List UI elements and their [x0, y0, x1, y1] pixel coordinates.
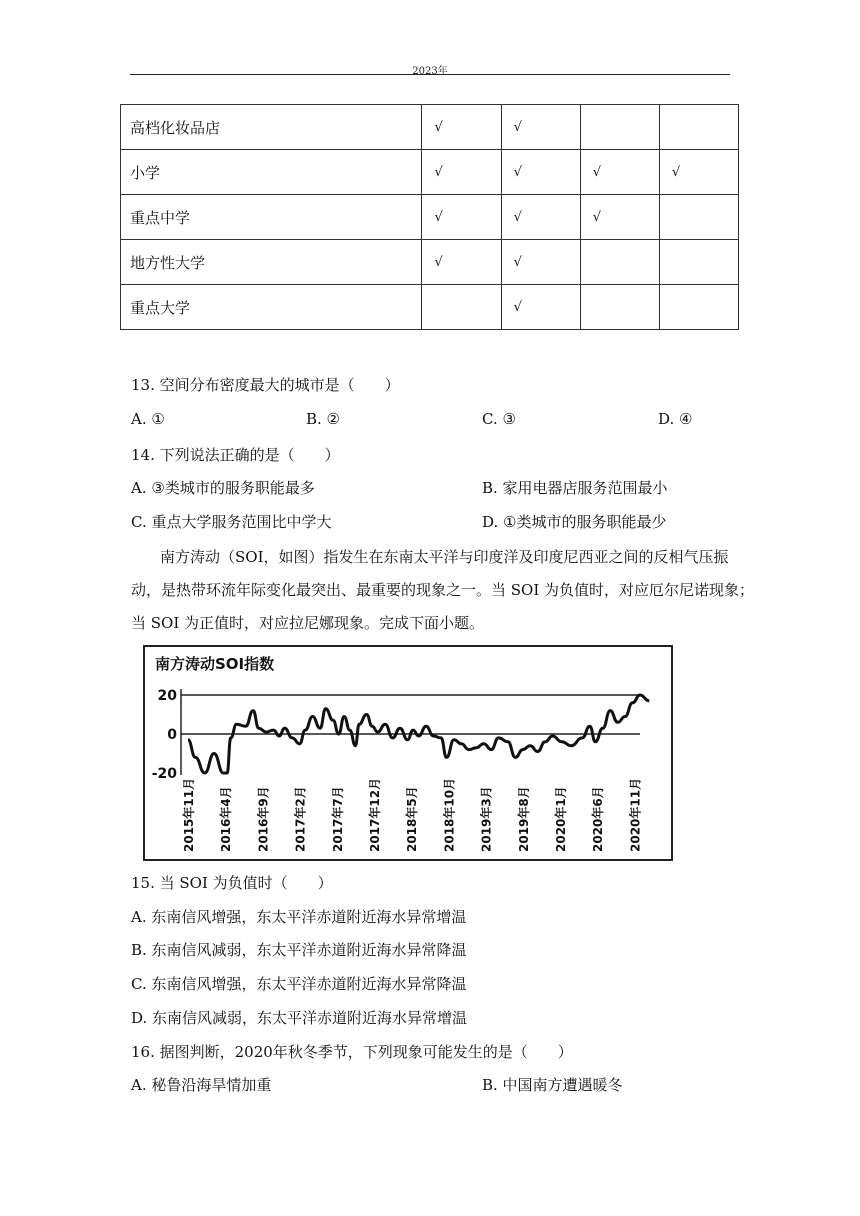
q13-option-d: D. ④ [658, 410, 693, 428]
q13-option-a: A. ① [131, 410, 165, 428]
check-mark: √ [422, 240, 501, 285]
x-tick-label: 2015年11月 [182, 777, 196, 852]
table-row [121, 150, 739, 195]
service-name: 重点大学 [121, 285, 422, 330]
y-tick-label: 20 [157, 688, 177, 704]
q15-option-a: A. 东南信风增强，东太平洋赤道附近海水异常增温 [131, 908, 467, 926]
service-name: 重点中学 [121, 195, 422, 240]
table-row [121, 240, 739, 285]
check-mark [659, 240, 738, 285]
x-tick-label: 2017年7月 [330, 786, 345, 852]
question-15-stem: 15. 当 SOI 为负值时（ ） [131, 874, 333, 892]
check-mark [580, 240, 659, 285]
check-mark [580, 285, 659, 330]
x-tick-label: 2020年1月 [554, 786, 568, 852]
service-name: 地方性大学 [121, 240, 422, 285]
soi-chart [143, 645, 673, 861]
check-mark: √ [501, 105, 580, 150]
passage-line-2: 动，是热带环流年际变化最突出、最重要的现象之一。当 SOI 为负值时，对应厄尔尼诺现象； [131, 581, 755, 599]
x-tick-label: 2017年2月 [293, 786, 308, 852]
question-14-stem: 14. 下列说法正确的是（ ） [131, 446, 340, 464]
q15-option-c: C. 东南信风增强，东太平洋赤道附近海水异常降温 [131, 975, 467, 993]
table-row [121, 105, 739, 150]
q14-option-a: A. ③类城市的服务职能最多 [131, 479, 315, 497]
check-mark: √ [501, 285, 580, 330]
check-mark [580, 105, 659, 150]
q14-option-c: C. 重点大学服务范围比中学大 [131, 513, 332, 531]
question-16-stem: 16. 据图判断，2020年秋冬季节，下列现象可能发生的是（ ） [131, 1043, 573, 1061]
question-13-stem: 13. 空间分布密度最大的城市是（ ） [131, 376, 400, 394]
soi-chart-svg [145, 647, 671, 859]
table-row [121, 285, 739, 330]
service-function-table [120, 104, 739, 330]
check-mark [659, 105, 738, 150]
passage-line-3: 当 SOI 为正值时，对应拉尼娜现象。完成下面小题。 [131, 614, 485, 632]
x-tick-label: 2017年12月 [368, 777, 382, 852]
check-mark: √ [501, 240, 580, 285]
header-rule [130, 74, 730, 75]
x-tick-label: 2018年5月 [405, 786, 420, 852]
q15-option-b: B. 东南信风减弱，东太平洋赤道附近海水异常降温 [131, 941, 467, 959]
check-mark [659, 285, 738, 330]
x-tick-label: 2020年6月 [591, 786, 606, 852]
check-mark: √ [422, 150, 501, 195]
check-mark: √ [580, 150, 659, 195]
x-tick-label: 2016年9月 [256, 786, 271, 852]
check-mark: √ [501, 150, 580, 195]
check-mark: √ [422, 105, 501, 150]
q16-option-a: A. 秘鲁沿海旱情加重 [131, 1076, 272, 1094]
check-mark [422, 285, 501, 330]
service-name: 高档化妆品店 [121, 105, 422, 150]
x-tick-label: 2019年3月 [479, 786, 494, 852]
q14-option-b: B. 家用电器店服务范围最小 [482, 479, 668, 497]
q15-option-d: D. 东南信风减弱，东太平洋赤道附近海水异常增温 [131, 1009, 468, 1027]
q13-option-c: C. ③ [482, 410, 516, 428]
y-tick-label: -20 [151, 766, 177, 782]
x-tick-label: 2016年4月 [219, 786, 234, 852]
y-tick-label: 0 [167, 727, 177, 743]
passage-line-1: 南方涛动（SOI，如图）指发生在东南太平洋与印度洋及印度尼西亚之间的反相气压振 [160, 548, 729, 566]
x-tick-label: 2019年8月 [516, 786, 531, 852]
check-mark: √ [501, 195, 580, 240]
service-name: 小学 [121, 150, 422, 195]
q14-option-d: D. ①类城市的服务职能最少 [482, 513, 667, 531]
q13-option-b: B. ② [306, 410, 341, 428]
table-row [121, 195, 739, 240]
check-mark [659, 195, 738, 240]
x-tick-label: 2020年11月 [628, 777, 643, 852]
q16-option-b: B. 中国南方遭遇暖冬 [482, 1076, 623, 1094]
check-mark: √ [659, 150, 738, 195]
check-mark: √ [422, 195, 501, 240]
chart-title: 南方涛动SOI指数 [155, 655, 275, 673]
check-mark: √ [580, 195, 659, 240]
x-tick-label: 2018年10月 [442, 777, 457, 852]
page-header: 2023年 [412, 66, 448, 77]
